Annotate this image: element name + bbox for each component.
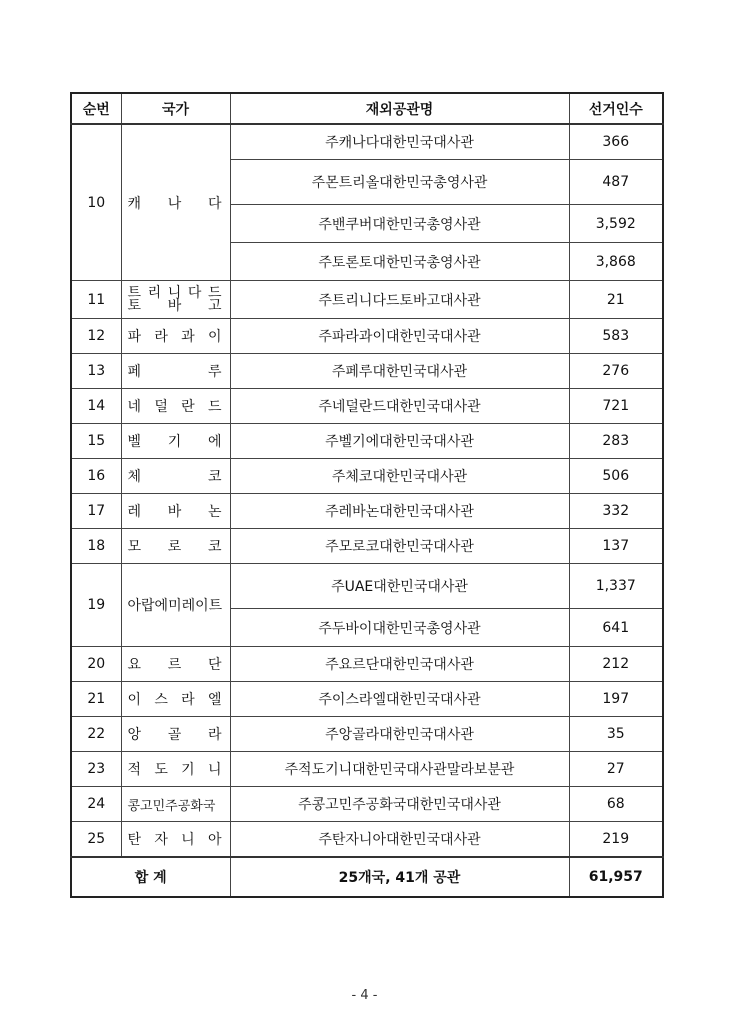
table-row <box>71 564 663 609</box>
row-country <box>121 124 230 281</box>
row-mission: 주페루대한민국대사관 <box>230 354 569 389</box>
row-no: 16 <box>71 459 121 494</box>
row-no: 13 <box>71 354 121 389</box>
table-header-row <box>71 93 663 124</box>
row-voters: 283 <box>569 424 663 459</box>
table-row <box>71 494 663 529</box>
row-voters: 721 <box>569 389 663 424</box>
country-name: 캐 나 다 <box>127 195 222 212</box>
row-voters: 506 <box>569 459 663 494</box>
row-country <box>121 389 230 424</box>
row-country <box>121 682 230 717</box>
row-country <box>121 752 230 787</box>
row-mission: 주앙골라대한민국대사관 <box>230 717 569 752</box>
row-no: 18 <box>71 529 121 564</box>
table-row <box>71 319 663 354</box>
row-mission: 주몬트리올대한민국총영사관 <box>230 160 569 205</box>
row-voters: 3,592 <box>569 205 663 243</box>
row-voters: 21 <box>569 281 663 319</box>
row-country <box>121 494 230 529</box>
row-mission: 주두바이대한민국총영사관 <box>230 609 569 647</box>
country-name: 적 도 기 니 <box>127 762 222 778</box>
row-voters: 332 <box>569 494 663 529</box>
row-voters: 487 <box>569 160 663 205</box>
total-label: 합 계 <box>71 857 230 897</box>
country-name: 네 덜 란 드 <box>127 399 222 415</box>
row-country <box>121 564 230 647</box>
total-mission: 25개국, 41개 공관 <box>230 857 569 897</box>
table-row <box>71 281 663 319</box>
row-country <box>121 787 230 822</box>
row-country <box>121 354 230 389</box>
row-no: 24 <box>71 787 121 822</box>
row-voters: 3,868 <box>569 243 663 281</box>
row-voters: 641 <box>569 609 663 647</box>
row-country <box>121 281 230 319</box>
row-voters: 1,337 <box>569 564 663 609</box>
country-name: 요 르 단 <box>127 657 222 673</box>
row-mission: 주적도기니대한민국대사관말라보분관 <box>230 752 569 787</box>
total-voters: 61,957 <box>569 857 663 897</box>
table-row <box>71 354 663 389</box>
country-name: 앙 골 라 <box>127 727 222 743</box>
row-voters: 276 <box>569 354 663 389</box>
table-row <box>71 752 663 787</box>
country-name-line2: 토 바 고 <box>127 297 222 314</box>
row-mission: 주이스라엘대한민국대사관 <box>230 682 569 717</box>
country-name: 아랍에미레이트 <box>127 598 223 614</box>
row-mission: 주콩고민주공화국대한민국대사관 <box>230 787 569 822</box>
table-row <box>71 717 663 752</box>
row-country <box>121 717 230 752</box>
row-no: 20 <box>71 647 121 682</box>
row-voters: 212 <box>569 647 663 682</box>
row-no: 21 <box>71 682 121 717</box>
row-voters: 68 <box>569 787 663 822</box>
row-no: 10 <box>71 124 121 281</box>
table-row <box>71 424 663 459</box>
header-mission: 재외공관명 <box>230 93 569 124</box>
row-no: 15 <box>71 424 121 459</box>
row-mission: 주탄자니아대한민국대사관 <box>230 822 569 858</box>
country-name: 벨 기 에 <box>127 434 222 450</box>
row-country <box>121 647 230 682</box>
row-voters: 366 <box>569 124 663 160</box>
page-number: - 4 - <box>351 988 378 1003</box>
table-row <box>71 459 663 494</box>
country-name: 이 스 라 엘 <box>127 692 222 708</box>
row-mission: 주레바논대한민국대사관 <box>230 494 569 529</box>
country-name: 파 라 과 이 <box>127 329 222 345</box>
row-voters: 35 <box>569 717 663 752</box>
row-country <box>121 424 230 459</box>
row-mission: 주체코대한민국대사관 <box>230 459 569 494</box>
row-mission: 주벨기에대한민국대사관 <box>230 424 569 459</box>
row-no: 19 <box>71 564 121 647</box>
total-row <box>71 857 663 897</box>
header-voters: 선거인수 <box>569 93 663 124</box>
country-name: 모 로 코 <box>127 539 222 555</box>
row-voters: 219 <box>569 822 663 858</box>
table-row <box>71 647 663 682</box>
header-country: 국가 <box>121 93 230 124</box>
row-mission: 주네덜란드대한민국대사관 <box>230 389 569 424</box>
voter-table <box>70 92 664 898</box>
row-mission: 주UAE대한민국대사관 <box>230 564 569 609</box>
row-no: 14 <box>71 389 121 424</box>
row-mission: 주요르단대한민국대사관 <box>230 647 569 682</box>
country-name: 탄 자 니 아 <box>127 832 222 848</box>
table-row <box>71 529 663 564</box>
row-mission: 주토론토대한민국총영사관 <box>230 243 569 281</box>
table-row <box>71 822 663 858</box>
row-mission: 주밴쿠버대한민국총영사관 <box>230 205 569 243</box>
table-row <box>71 124 663 160</box>
table-row <box>71 682 663 717</box>
row-no: 22 <box>71 717 121 752</box>
row-mission: 주파라과이대한민국대사관 <box>230 319 569 354</box>
row-no: 23 <box>71 752 121 787</box>
row-voters: 583 <box>569 319 663 354</box>
country-name: 레 바 논 <box>127 504 222 520</box>
row-country <box>121 459 230 494</box>
row-voters: 197 <box>569 682 663 717</box>
row-mission: 주트리니다드토바고대사관 <box>230 281 569 319</box>
row-no: 12 <box>71 319 121 354</box>
row-no: 25 <box>71 822 121 858</box>
country-name: 페 루 <box>127 364 222 380</box>
row-no: 11 <box>71 281 121 319</box>
country-name: 체 코 <box>127 469 222 485</box>
row-mission: 주캐나다대한민국대사관 <box>230 124 569 160</box>
table-row <box>71 389 663 424</box>
row-voters: 137 <box>569 529 663 564</box>
header-no: 순번 <box>71 93 121 124</box>
table-row <box>71 787 663 822</box>
row-country <box>121 529 230 564</box>
row-country <box>121 319 230 354</box>
row-mission: 주모로코대한민국대사관 <box>230 529 569 564</box>
row-country <box>121 822 230 858</box>
country-name-line1: 트 리 니 다 드 <box>127 284 222 301</box>
row-voters: 27 <box>569 752 663 787</box>
country-name: 콩고민주공화국 <box>127 798 216 814</box>
row-no: 17 <box>71 494 121 529</box>
